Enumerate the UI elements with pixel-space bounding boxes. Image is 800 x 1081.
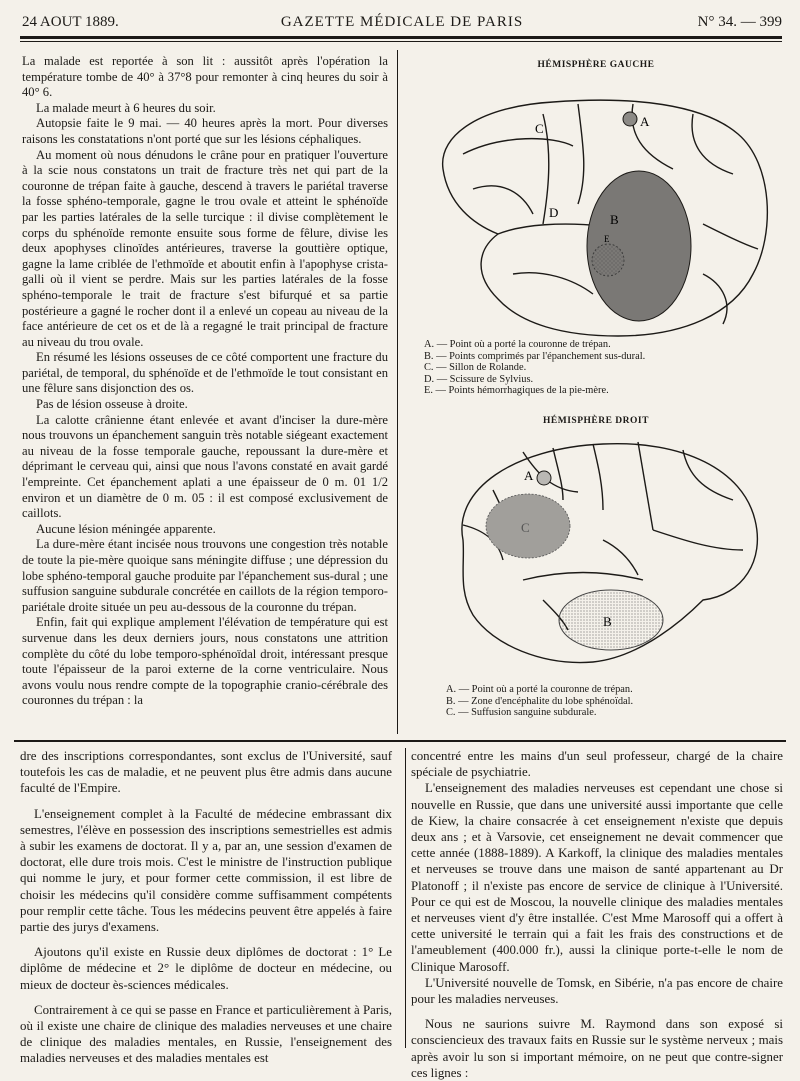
figure-title: HÉMISPHÈRE GAUCHE	[537, 60, 655, 70]
paragraph: Enfin, fait qui explique amplement l'élévation de température qui est survenue dans les deux derniers jours, nous constatons une attrition complète du côté du lobe temporo-sphénoïdal droit, intéressant presque toute l'épaisseur de la paroi externe de la corne ventriculaire. Nous avons voulu nous rendre compte de la topographie cranio-cérébrale des couronnes du trépan : la	[22, 615, 388, 708]
sulcus	[632, 104, 673, 169]
label-a: A	[524, 468, 534, 483]
paragraph: Contrairement à ce qui se passe en France et particulièrement à Paris, où il existe une chaire de clinique des maladies nerveuses et une chaire de clinique des maladies mentales, en Russie, l'enseignement des maladies nerveuses et des maladies mentales est	[20, 1002, 392, 1066]
column-divider	[397, 50, 398, 734]
label-e: E	[604, 234, 610, 244]
sulcus	[692, 114, 733, 174]
figure-title: HÉMISPHÈRE DROIT	[543, 416, 649, 426]
label-b: B	[603, 614, 612, 629]
paragraph: L'enseignement complet à la Faculté de médecine embrassant dix semestres, l'élève en possession des inscriptions semestrielles est admis à subir les examens de doctorat. Il y a, par an, une session d'examen de doctorat, elle dure trois mois. C'est le ministre de l'instruction publique qui nomme le jury, et pour former cette commission, il est libre de choisir les médecins qu'il considère comme suffisamment compétents pour remplir cette tâche. Tous les médecins peuvent être appelés à faire partie des jurys d'examens.	[20, 806, 392, 935]
label-c: C	[535, 121, 544, 136]
right-hemisphere-drawing	[403, 430, 789, 680]
figure-right-hemisphere	[403, 416, 789, 426]
legend-item: B. — Zone d'encéphalite du lobe sphénoïdal.	[446, 695, 634, 707]
article-column-lower-right	[411, 748, 783, 1081]
paragraph: La malade meurt à 6 heures du soir.	[36, 100, 216, 115]
paragraph: concentré entre les mains d'un seul professeur, chargé de la chaire spéciale de psychiatrie.	[411, 749, 783, 780]
label-c: C	[521, 520, 530, 535]
page-header	[22, 14, 782, 34]
paragraph: Au moment où nous dénudons le crâne pour en pratiquer l'ouverture à la scie nous constatons un trait de fracture très net qui part de la couronne de trépan faite à gauche, descend à travers le pariétal traverse la fosse sphéno-temporale, gagne le trou ovale et atteint le sphénoïde par les parties latérales de la selle turcique : il divise complètement le corps du sphénoïde remonte ensuite sous forme de fêlure, divise les deux apophyses clinoïdes antérieures, traverse la gouttière optique, gagne la lame criblée de l'ethmoïde et aboutit enfin à l'apophyse crista-galli où il vient se perdre. Mais sur les parties latérales de la fosse sphéno-temporale le trait de fracture s'est bifurqué et sa partie postérieure a gagné le rocher dont il a enlevé un copeau au niveau de la face antérieure de cet os et de là a regagné le trait principal de fracture au niveau du trou ovale.	[22, 147, 388, 349]
hemorrhagic-points	[592, 244, 624, 276]
column-divider-lower	[405, 748, 406, 1048]
paragraph: En résumé les lésions osseuses de ce côté comportent une fracture du pariétal, de temporal, du sphénoïde et de l'ethmoïde le tout consistant en une fêlure sans disjonction des os.	[22, 350, 388, 396]
trepan-point	[537, 471, 551, 485]
paragraph: Autopsie faite le 9 mai. — 40 heures après la mort. Pour diverses raisons les constatations n'ont porté que sur les lésions céphaliques.	[22, 116, 388, 146]
article-column-left	[22, 54, 388, 709]
sulcus	[473, 186, 533, 214]
legend-item: B. — Points comprimés par l'épanchement sus-dural.	[424, 350, 646, 362]
article-column-lower-left	[20, 748, 392, 1067]
sulcus	[703, 224, 758, 249]
paragraph: Nous ne saurions suivre M. Raymond dans son exposé si consciencieux des travaux faits en Russie sur le système nerveux ; mais après avoir lu son si important mémoire, on ne peut que contre-signer ces lignes :	[411, 1017, 783, 1080]
legend-right-hemisphere	[446, 684, 633, 719]
sulcus	[638, 442, 653, 530]
label-b: B	[610, 212, 619, 227]
paragraph: dre des inscriptions correspondantes, sont exclus de l'Université, sauf toutefois les cas de maladie, et ne peuvent plus être admis dans aucune faculté de l'Empire.	[20, 749, 392, 796]
label-a: A	[640, 114, 650, 129]
paragraph: L'enseignement des maladies nerveuses est cependant une chose si nouvelle en Russie, que dans une université aussi importante que celle de Kiew, la chaire consacrée à cet enseignement n'existe que depuis deux ans ; et à Varsovie, cet enseignement ne devait commencer que cette année (1888-1889). A Karkoff, la clinique des maladies mentales et nerveuses se trouve dans une maison de santé appartenant au Dr Platonoff ; il n'existe pas encore de service de clinique à l'Université. Pour ce qui est de Moscou, la nouvelle clinique des maladies mentales et nerveuses vient d'y être installée. C'est Mme Marosoff qui a offert à cette université le terrain qui a fait les frais des constructions et de l'ameublement (400.000 fr.), aussi la clinique porte-t-elle le nom de Clinique Marosoff.	[411, 781, 783, 974]
figure-left-hemisphere	[403, 60, 789, 70]
sulcus	[463, 139, 573, 154]
journal-title: GAZETTE MÉDICALE DE PARIS	[280, 14, 524, 30]
paragraph: Pas de lésion osseuse à droite.	[36, 397, 188, 412]
paragraph: Ajoutons qu'il existe en Russie deux diplômes de doctorat : 1° Le diplôme de médecine et 2° le diplôme de docteur en médecine, ou mieux de docteur ès-sciences médicales.	[20, 945, 392, 992]
sulcus	[513, 273, 593, 294]
sulcus	[603, 540, 638, 575]
paragraph: La dure-mère étant incisée nous trouvons une congestion très notable de toute la pie-mère quoique sans méningite diffuse ; une dépression du lobe sphéno-temporal gauche produite par l'épanchement sus-dural ; une suffusion sanguine subdurale concrétée en caillots de la région temporo-pariétale droite située un peu au-dessous de la couronne du trépan.	[22, 537, 388, 614]
paragraph: L'Université nouvelle de Tomsk, en Sibérie, n'a pas encore de chaire pour les maladies nerveuses.	[411, 975, 783, 1007]
legend-item: C. — Suffusion sanguine subdurale.	[446, 707, 597, 719]
trepan-point	[623, 112, 637, 126]
paragraph: La calotte crânienne étant enlevée et avant d'inciser la dure-mère nous trouvons un épanchement sanguin très notable siégeant exactement au niveau de la fosse temporale gauche, repoussant la dure-mère et déprimant le cerveau qui, ainsi que nous l'avons constaté en avait gardé l'empreinte. Cet épanchement aplati a une épaisseur de 0 m. 01 1/2 environ et un diamètre de 0 m. 05 : il est composé exclusivement de caillots.	[22, 412, 388, 521]
sulcus	[543, 114, 549, 224]
legend-item: A. — Point où a porté la couronne de trépan.	[446, 684, 633, 695]
label-d: D	[549, 205, 559, 220]
sulcus	[578, 104, 584, 204]
legend-item: A. — Point où a porté la couronne de trépan.	[424, 339, 611, 350]
legend-item: E. — Points hémorrhagiques de la pie-mère.	[424, 385, 609, 397]
legend-item: D. — Scissure de Sylvius.	[424, 373, 534, 385]
issue-date: 24 AOUT 1889.	[22, 14, 119, 30]
header-rule	[20, 36, 782, 39]
section-divider	[14, 740, 786, 742]
sulcus	[653, 530, 743, 550]
header-rule-thin	[20, 41, 782, 42]
page-number: N° 34. — 399	[697, 14, 782, 30]
sulcus	[593, 444, 603, 510]
sulcus	[703, 274, 727, 324]
sulcus	[553, 448, 563, 500]
left-hemisphere-drawing	[403, 74, 789, 344]
paragraph: Aucune lésion méningée apparente.	[36, 521, 216, 536]
sulcus	[523, 573, 643, 581]
legend-item: C. — Sillon de Rolande.	[424, 362, 527, 374]
paragraph: La malade est reportée à son lit : aussitôt après l'opération la température tombe de 40° à 37°8 pour remonter à cinq heures du soir à 40° 6.	[22, 54, 388, 100]
sulcus	[498, 224, 603, 234]
legend-left-hemisphere	[424, 339, 645, 397]
